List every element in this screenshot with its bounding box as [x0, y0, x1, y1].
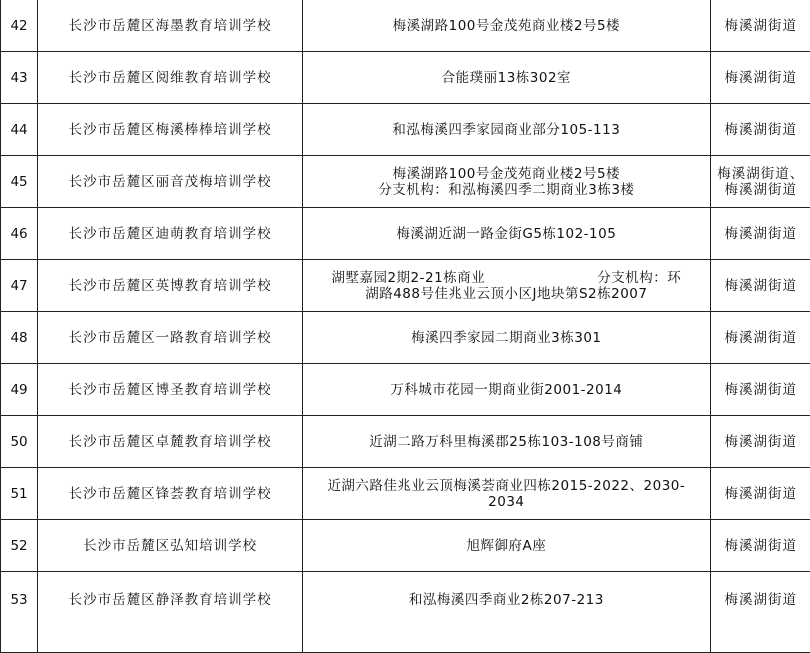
school-address: [303, 52, 711, 104]
row-number: 42: [1, 0, 38, 52]
school-name: 长沙市岳麓区锋荟教育培训学校: [38, 468, 303, 520]
school-name: 长沙市岳麓区阅维教育培训学校: [38, 52, 303, 104]
row-number: 51: [1, 468, 38, 520]
street-office: [710, 364, 810, 416]
table-row: [1, 416, 810, 468]
street-office: [710, 52, 810, 104]
row-number: 44: [1, 104, 38, 156]
table-row: [1, 468, 810, 520]
street-line: 梅溪湖街道: [714, 486, 808, 502]
school-name: 长沙市岳麓区迪萌教育培训学校: [38, 208, 303, 260]
row-number: 52: [1, 520, 38, 572]
street-line: 梅溪湖街道: [714, 592, 808, 608]
address-line: 湖墅嘉园2期2-21栋商业 分支机构：环: [306, 270, 707, 286]
street-line: 梅溪湖街道: [714, 122, 808, 138]
street-office: [710, 520, 810, 572]
address-line: 湖路488号佳兆业云顶小区J地块第S2栋2007: [306, 286, 707, 302]
school-address: [303, 104, 711, 156]
school-address: [303, 364, 711, 416]
address-line: 梅溪湖路100号金茂苑商业楼2号5楼: [306, 18, 707, 34]
school-name: 长沙市岳麓区海墨教育培训学校: [38, 0, 303, 52]
school-name: 长沙市岳麓区梅溪棒棒培训学校: [38, 104, 303, 156]
address-line: 和泓梅溪四季商业2栋207-213: [306, 592, 707, 608]
school-address: [303, 312, 711, 364]
school-address: [303, 520, 711, 572]
row-number: 49: [1, 364, 38, 416]
school-name: 长沙市岳麓区丽音茂梅培训学校: [38, 156, 303, 208]
street-line: 梅溪湖街道: [714, 182, 808, 198]
school-name: 长沙市岳麓区弘知培训学校: [38, 520, 303, 572]
street-office: [710, 416, 810, 468]
school-name: 长沙市岳麓区卓麓教育培训学校: [38, 416, 303, 468]
street-line: 梅溪湖街道: [714, 70, 808, 86]
row-number: 43: [1, 52, 38, 104]
street-office: [710, 208, 810, 260]
address-line: 梅溪湖路100号金茂苑商业楼2号5楼: [306, 166, 707, 182]
street-line: 梅溪湖街道: [714, 278, 808, 294]
school-address: [303, 416, 711, 468]
street-office: [710, 156, 810, 208]
table-body: [1, 0, 810, 653]
table-row: [1, 260, 810, 312]
school-address: [303, 208, 711, 260]
school-address: [303, 468, 711, 520]
table-row: [1, 104, 810, 156]
address-line: 梅溪四季家园二期商业3栋301: [306, 330, 707, 346]
address-line: 近湖六路佳兆业云顶梅溪荟商业四栋2015-2022、2030-: [306, 478, 707, 494]
street-line: 梅溪湖街道: [714, 226, 808, 242]
address-line: 和泓梅溪四季家园商业部分105-113: [306, 122, 707, 138]
address-line: 旭辉御府A座: [306, 538, 707, 554]
street-line: 梅溪湖街道: [714, 330, 808, 346]
street-office: [710, 0, 810, 52]
school-name: 长沙市岳麓区一路教育培训学校: [38, 312, 303, 364]
street-office: [710, 572, 810, 653]
address-line: 分支机构：和泓梅溪四季二期商业3栋3楼: [306, 182, 707, 198]
row-number: 47: [1, 260, 38, 312]
row-number: 48: [1, 312, 38, 364]
address-line: 梅溪湖近湖一路金街G5栋102-105: [306, 226, 707, 242]
street-office: [710, 104, 810, 156]
table-row: [1, 156, 810, 208]
school-address: [303, 572, 711, 653]
address-line: 万科城市花园一期商业街2001-2014: [306, 382, 707, 398]
street-office: [710, 312, 810, 364]
school-address: [303, 260, 711, 312]
table-row: [1, 208, 810, 260]
street-office: [710, 260, 810, 312]
street-line: 梅溪湖街道: [714, 382, 808, 398]
street-line: 梅溪湖街道: [714, 18, 808, 34]
address-line: 合能璞丽13栋302室: [306, 70, 707, 86]
school-name: 长沙市岳麓区英博教育培训学校: [38, 260, 303, 312]
address-line: 近湖二路万科里梅溪郡25栋103-108号商铺: [306, 434, 707, 450]
table-row: [1, 52, 810, 104]
street-line: 梅溪湖街道: [714, 538, 808, 554]
row-number: 46: [1, 208, 38, 260]
table-row: [1, 520, 810, 572]
table-row: [1, 364, 810, 416]
school-name: 长沙市岳麓区博圣教育培训学校: [38, 364, 303, 416]
school-address: [303, 0, 711, 52]
school-address: [303, 156, 711, 208]
address-line: 2034: [306, 494, 707, 510]
table-row: [1, 572, 810, 653]
street-line: 梅溪湖街道: [714, 434, 808, 450]
row-number: 50: [1, 416, 38, 468]
row-number: 45: [1, 156, 38, 208]
street-office: [710, 468, 810, 520]
school-name: 长沙市岳麓区静泽教育培训学校: [38, 572, 303, 653]
street-line: 梅溪湖街道、: [714, 166, 808, 182]
row-number: 53: [1, 572, 38, 653]
table-row: [1, 312, 810, 364]
table-row: [1, 0, 810, 52]
